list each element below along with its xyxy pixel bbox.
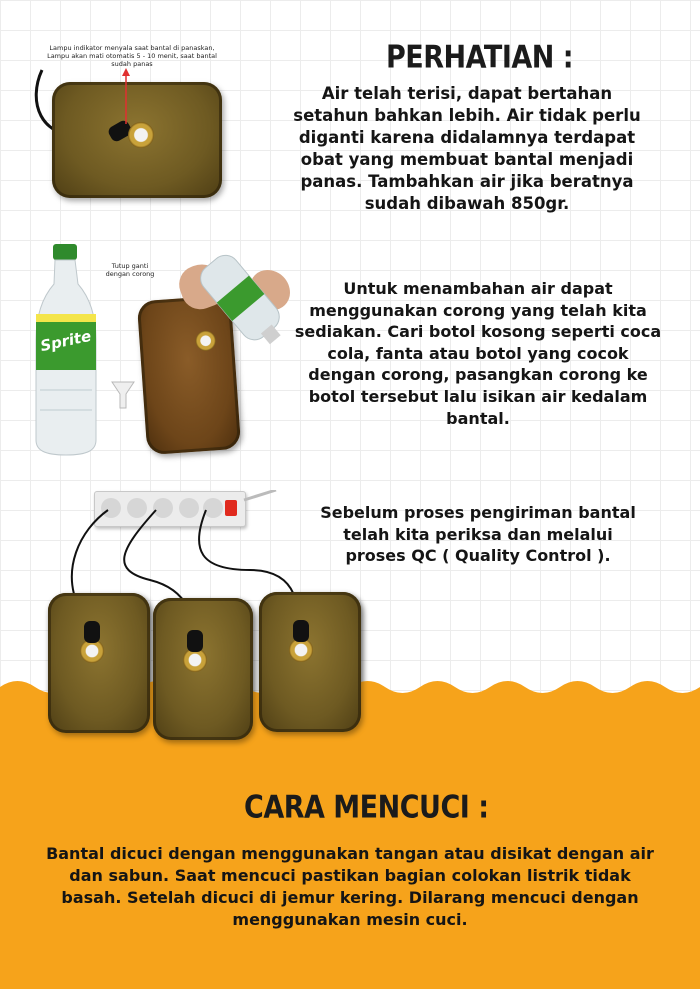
arrow-up-icon	[116, 66, 136, 126]
refill-text: Untuk menambahan air dapat menggunakan corong yang telah kita sediakan. Cari botol kosong seperti coca cola, fanta atau botol yang cocok dengan corong, pasangkan corong ke botol tersebut lalu isikan air kedalam bantal.	[294, 279, 662, 428]
washing-text: Bantal dicuci dengan menggunakan tangan atau disikat dengan air dan sabun. Saat mencuci pastikan bagian colokan listrik tidak basah. Setelah dicuci di jemur kering. Dilarang mencuci dengan menggunakan mesin cuci.	[46, 844, 654, 929]
pillow-2-overlay	[153, 598, 253, 740]
qc-text: Sebelum proses pengiriman bantal telah kita periksa dan melalui proses QC ( Quality Control ).	[320, 503, 636, 566]
washing-heading: CARA MENCUCI :	[244, 790, 489, 826]
pillow-1-overlay	[48, 593, 150, 733]
sprite-logo: Sprite	[38, 326, 93, 356]
perhatian-text: Air telah terisi, dapat bertahan setahun bahkan lebih. Air tidak perlu diganti karena didalamnya terdapat obat yang membuat bantal menjadi panas. Tambahkan air jika beratnya sudah dibawah 850gr.	[293, 84, 641, 213]
page-title: PERHATIAN :	[386, 40, 574, 76]
funnel-annotation: Tutup ganti dengan corong	[105, 262, 155, 278]
pillow-3-overlay	[259, 592, 361, 732]
refill-photo	[132, 240, 292, 460]
indicator-annotation: Lampu indikator menyala saat bantal di panaskan, Lampu akan mati otomatis 5 - 10 menit, saat bantal sudah panas	[47, 44, 217, 68]
pour-bottle	[188, 240, 298, 350]
